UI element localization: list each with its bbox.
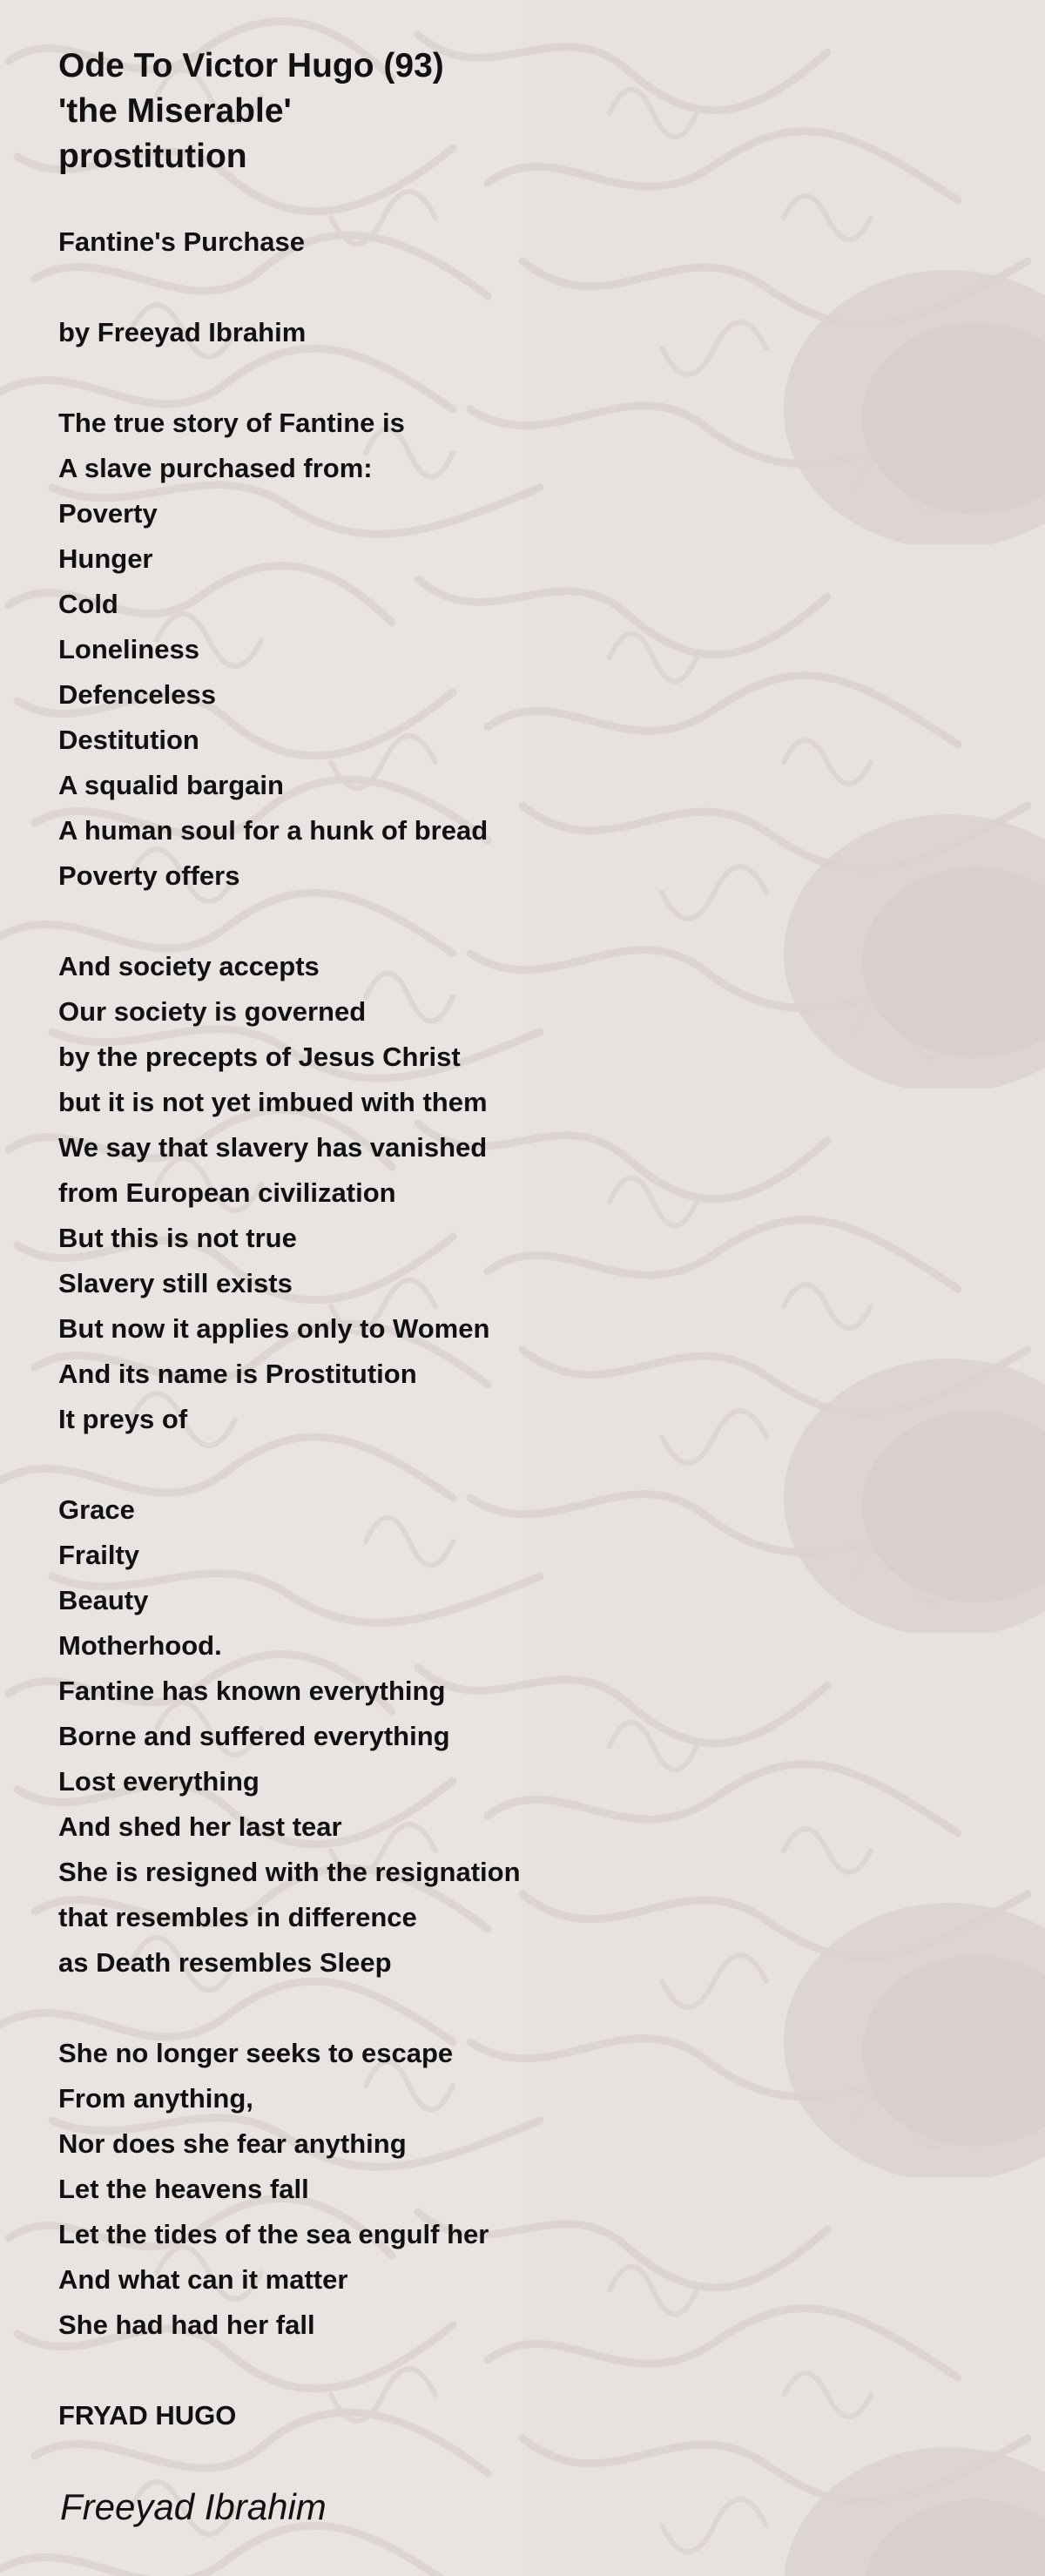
- poem-title-line: 'the Miserable': [58, 92, 292, 130]
- poem-line: Slavery still exists: [58, 1268, 293, 1298]
- poem-line: And shed her last tear: [58, 1811, 342, 1842]
- poem-line: Lost everything: [58, 1766, 260, 1797]
- poem-title: [58, 44, 598, 179]
- poem-line: Fantine has known everything: [58, 1676, 446, 1706]
- poem-line: Poverty: [58, 498, 158, 529]
- poem-body: [58, 219, 521, 2438]
- poem-line: From anything,: [58, 2083, 253, 2114]
- poem-line: Nor does she fear anything: [58, 2128, 407, 2159]
- poem-line: Hunger: [58, 543, 153, 574]
- poem-title-line: prostitution: [58, 138, 247, 175]
- poem-line: Grace: [58, 1494, 135, 1525]
- poem-line: A slave purchased from:: [58, 453, 373, 483]
- stanza-break: [58, 1986, 521, 2031]
- stanza-break: [58, 265, 521, 310]
- poem-line: It preys of: [58, 1404, 188, 1434]
- poem-line: Our society is governed: [58, 996, 367, 1027]
- poem-line: And society accepts: [58, 951, 320, 981]
- poem-line: Let the heavens fall: [58, 2174, 309, 2204]
- poem-line: We say that slavery has vanished: [58, 1132, 488, 1163]
- poem-line: A human soul for a hunk of bread: [58, 815, 489, 846]
- poem-signature: Freeyad Ibrahim: [60, 2486, 327, 2527]
- stanza-break: [58, 899, 521, 944]
- poem-line: She no longer seeks to escape: [58, 2038, 454, 2068]
- poem-line: A squalid bargain: [58, 770, 284, 800]
- poem-line: She had had her fall: [58, 2310, 315, 2340]
- poem-line: And its name is Prostitution: [58, 1359, 417, 1389]
- poem-line: that resembles in difference: [58, 1902, 417, 1932]
- poem-line: And what can it matter: [58, 2264, 348, 2295]
- poem-line: Fantine's Purchase: [58, 226, 306, 257]
- stanza-break: [58, 355, 521, 401]
- poem-title-line: Ode To Victor Hugo (93): [58, 47, 444, 84]
- poem-line: Beauty: [58, 1585, 149, 1615]
- poem-line: from European civilization: [58, 1177, 396, 1208]
- poem-line: but it is not yet imbued with them: [58, 1087, 488, 1117]
- poem-line: She is resigned with the resignation: [58, 1857, 521, 1887]
- poem-line: Destitution: [58, 725, 199, 755]
- stanza-break: [58, 1442, 521, 1487]
- poem-line: Frailty: [58, 1540, 140, 1570]
- stanza-break: [58, 2348, 521, 2393]
- poem-line: by Freeyad Ibrahim: [58, 317, 307, 347]
- poem-line: by the precepts of Jesus Christ: [58, 1042, 461, 1072]
- poem-line: Let the tides of the sea engulf her: [58, 2219, 489, 2249]
- poem-line: The true story of Fantine is: [58, 408, 405, 438]
- poem-line: Motherhood.: [58, 1630, 222, 1661]
- poem-line: FRYAD HUGO: [58, 2400, 237, 2431]
- poem-line: But now it applies only to Women: [58, 1313, 490, 1344]
- poem-line: Defenceless: [58, 679, 216, 710]
- poem-line: Loneliness: [58, 634, 199, 664]
- poem-line: Poverty offers: [58, 860, 240, 891]
- poem-line: Borne and suffered everything: [58, 1721, 450, 1751]
- poem-line: Cold: [58, 589, 118, 619]
- poem-line: But this is not true: [58, 1223, 297, 1253]
- poem-line: as Death resembles Sleep: [58, 1947, 392, 1978]
